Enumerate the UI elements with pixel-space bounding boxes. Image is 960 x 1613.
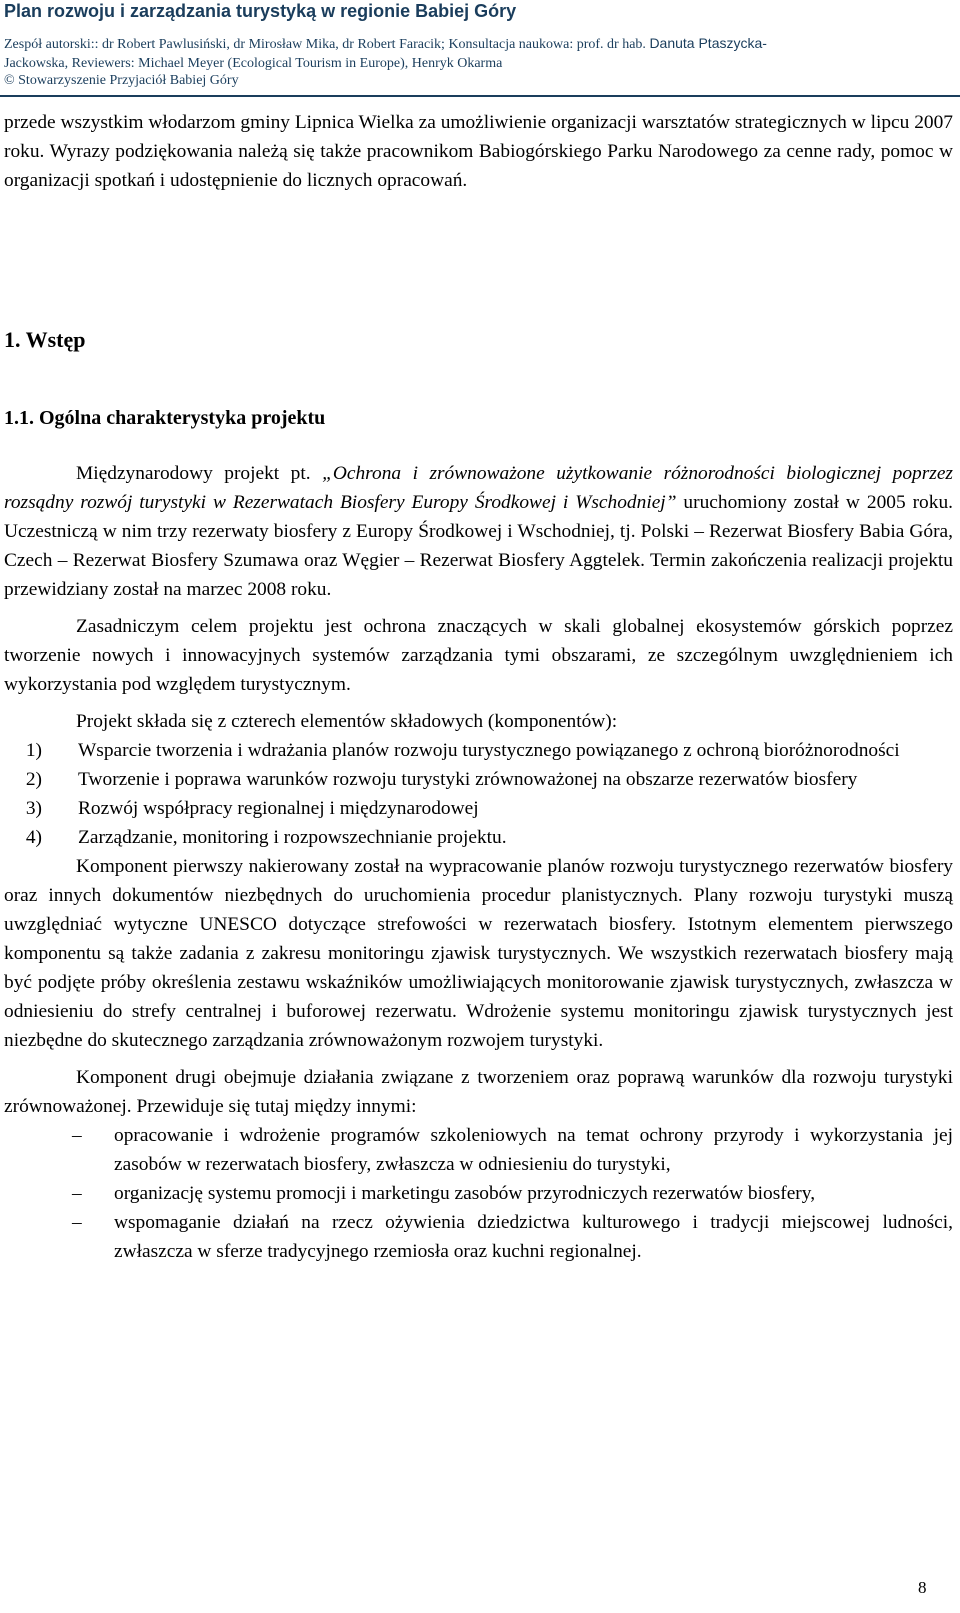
list-number: 4) [25,827,42,848]
authors-part-b: Danuta Ptaszycka- [649,35,767,51]
component-one-paragraph: Komponent pierwszy nakierowany został na wypracowanie planów rozwoju turystycznego rezerwatów biosfery oraz innych dokumentów niezbędnych do uruchomienia procedur planistycznych. Plany rozwoju turystyki muszą uwzględniać wytyczne UNESCO dotyczące strefowości w rezerwatach biosfery. Istotnym elementem pierwszego komponentu są także zadania z zakresu monitoringu zjawisk turystycznych. We wszystkich rezerwatach biosfery mają być podjęte próby określenia zestawu wskaźników umożliwiających monitorowanie zjawisk turystycznych, zwłaszcza w odniesieniu do strefy centralnej i buforowej rezerwatu. Wdrożenie systemu monitoringu zjawisk turystycznych jest niezbędne do skutecznego zarządzania zrównoważonym rozwojem turystyki. [4,856,953,1051]
dash-marker: – [72,1183,82,1204]
components-list [4,736,953,852]
intro-block [4,108,953,195]
list-text: Tworzenie i poprawa warunków rozwoju turystyki zrównoważonej na obszarze rezerwatów biosfery [78,769,858,790]
list-item [4,736,953,765]
goal-paragraph: Zasadniczym celem projektu jest ochrona znaczących w skali globalnej ekosystemów górskich poprzez tworzenie nowych i innowacyjnych systemów zarządzania tymi obszarami, ze szczególnym uwzględnieniem ich wykorzystania pod względem turystycznym. [4,616,953,695]
authors-part-c: Jackowska, Reviewers: Michael Meyer (Ecological Tourism in Europe), Henryk Okarma [4,56,503,71]
list-text: organizację systemu promocji i marketingu zasobów przyrodniczych rezerwatów biosfery, [114,1183,816,1204]
dash-list [4,1121,953,1266]
subsection-heading: 1.1. Ogólna charakterystyka projektu [4,407,326,429]
list-text: Zarządzanie, monitoring i rozpowszechnianie projektu. [78,827,507,848]
list-text: Rozwój współpracy regionalnej i międzynarodowej [78,798,479,819]
authors-line [4,34,954,73]
list-number: 2) [25,769,42,790]
list-number: 3) [25,798,42,819]
project-title: „Ochrona i zrównoważone użytkowanie różnorodności biologicznej poprzez rozsądny rozwój turystyki w Rezerwatach Biosfery Europy Środkowej i Wschodniej” [4,463,953,513]
section-heading: 1. Wstęp [4,327,86,352]
project-rest-text: uruchomiony został w 2005 roku. Uczestniczą w nim trzy rezerwaty biosfery z Europy Środkowej i Wschodniej, tj. Polski – Rezerwat Biosfery Babia Góra, Czech – Rezerwat Biosfery Szumawa oraz Węgier – Rezerwat Biosfery Aggtelek. Termin zakończenia realizacji projektu przewidziany został na marzec 2008 roku. [4,492,953,600]
list-text: wspomaganie działań na rzecz ożywienia dziedzictwa kulturowego i tradycji miejscowej ludności, zwłaszcza w sferze tradycyjnego rzemiosła oraz kuchni regionalnej. [114,1212,953,1262]
main-text [4,459,953,1266]
dash-marker: – [72,1125,82,1146]
page-number: 8 [918,1578,927,1597]
components-intro: Projekt składa się z czterech elementów składowych (komponentów): [76,711,618,732]
copyright-line: © Stowarzyszenie Przyjaciół Babiej Góry [4,73,239,88]
document-title: Plan rozwoju i zarządzania turystyką w regionie Babiej Góry [4,1,517,21]
project-paragraph [4,459,953,604]
header-divider [0,95,960,97]
list-item [4,765,953,794]
list-item [4,823,953,852]
list-item [4,1208,953,1266]
project-intro-text: Międzynarodowy projekt pt. [76,463,323,484]
list-text: Wsparcie tworzenia i wdrażania planów rozwoju turystycznego powiązanego z ochroną bioróżnorodności [78,740,900,761]
list-item [4,1121,953,1179]
list-item [4,1179,953,1208]
component-two-paragraph: Komponent drugi obejmuje działania związane z tworzeniem oraz poprawą warunków dla rozwoju turystyki zrównoważonej. Przewiduje się tutaj między innymi: [4,1067,953,1117]
list-item [4,794,953,823]
list-number: 1) [25,740,42,761]
list-text: opracowanie i wdrożenie programów szkoleniowych na temat ochrony przyrody i wykorzystania jej zasobów w rezerwatach biosfery, zwłaszcza w odniesieniu do turystyki, [114,1125,953,1175]
intro-paragraph: przede wszystkim włodarzom gminy Lipnica Wielka za umożliwienie organizacji warsztatów strategicznych w lipcu 2007 roku. Wyrazy podziękowania należą się także pracownikom Babiogórskiego Parku Narodowego za cenne rady, pomoc w organizacji spotkań i udostępnienie do licznych opracowań. [4,112,953,191]
dash-marker: – [72,1212,82,1233]
authors-part-a: Zespół autorski:: dr Robert Pawlusiński, dr Mirosław Mika, dr Robert Faracik; Konsultacja naukowa: prof. dr hab. [4,37,650,52]
